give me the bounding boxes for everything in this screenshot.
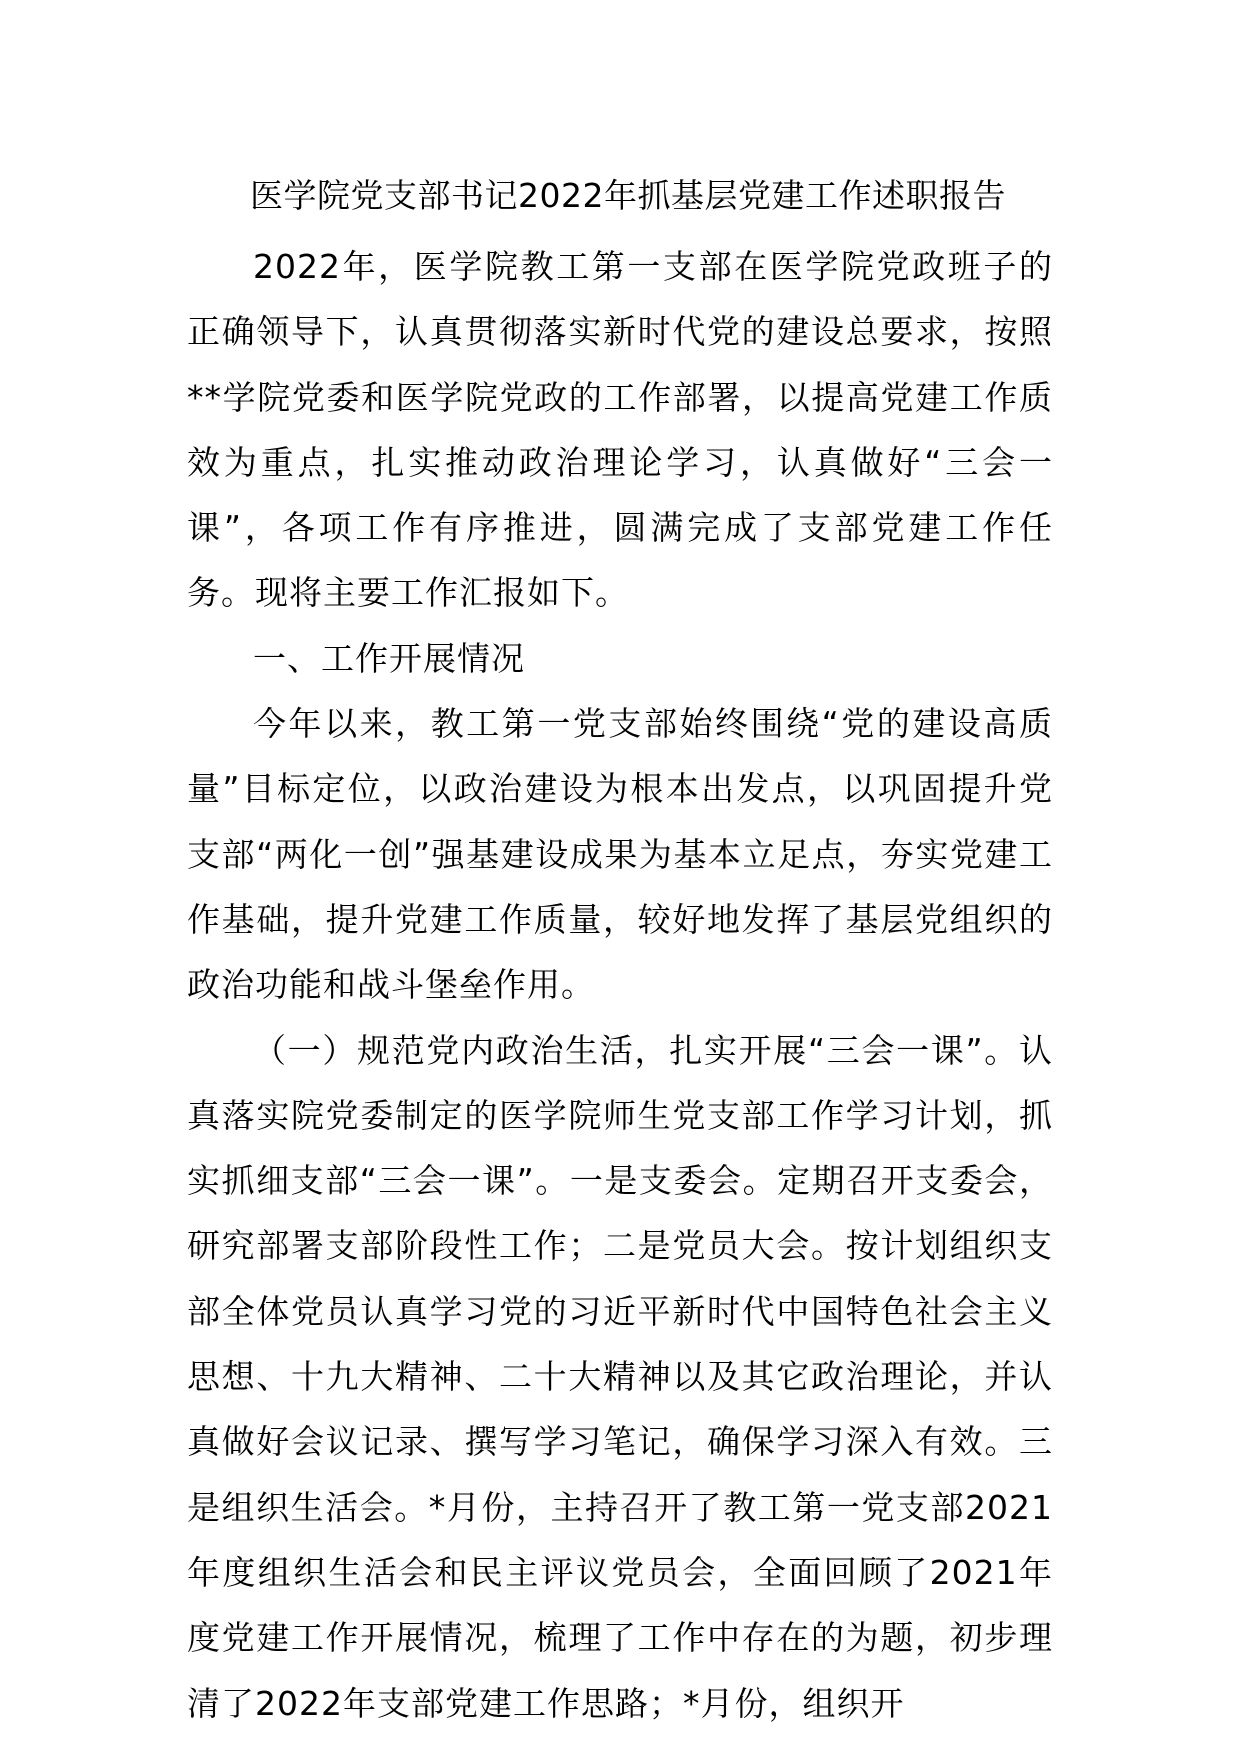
section-heading: 一、工作开展情况 [253,638,525,678]
document-title: 医学院党支部书记2022年抓基层党建工作述职报告 [250,176,1006,215]
document-body [187,234,1053,1736]
paragraph-subsection-1: （一）规范党内政治生活，扎实开展“三会一课”。认真落实院党委制定的医学院师生党支部工作学习计划，抓实抓细支部“三会一课”。一是支委会。定期召开支委会，研究部署支部阶段性工作；二是党员大会。按计划组织支部全体党员认真学习党的习近平新时代中国特色社会主义思想、十九大精神、二十大精神以及其它政治理论，并认真做好会议记录、撰写学习笔记，确保学习深入有效。三是组织生活会。*月份，主持召开了教工第一党支部2021年度组织生活会和民主评议党员会，全面回顾了2021年度党建工作开展情况，梳理了工作中存在的为题，初步理清了2022年支部党建工作思路；*月份，组织开 [187,1030,1053,1723]
paragraph-overview: 今年以来，教工第一党支部始终围绕“党的建设高质量”目标定位，以政治建设为根本出发点，以巩固提升党支部“两化一创”强基建设成果为基本立足点，夯实党建工作基础，提升党建工作质量，较好地发挥了基层党组织的政治功能和战斗堡垒作用。 [187,704,1053,1005]
paragraph-intro: 2022年，医学院教工第一支部在医学院党政班子的正确领导下，认真贯彻落实新时代党的建设总要求，按照**学院党委和医学院党政的工作部署，以提高党建工作质效为重点，扎实推动政治理论学习，认真做好“三会一课”，各项工作有序推进，圆满完成了支部党建工作任务。现将主要工作汇报如下。 [187,247,1053,613]
